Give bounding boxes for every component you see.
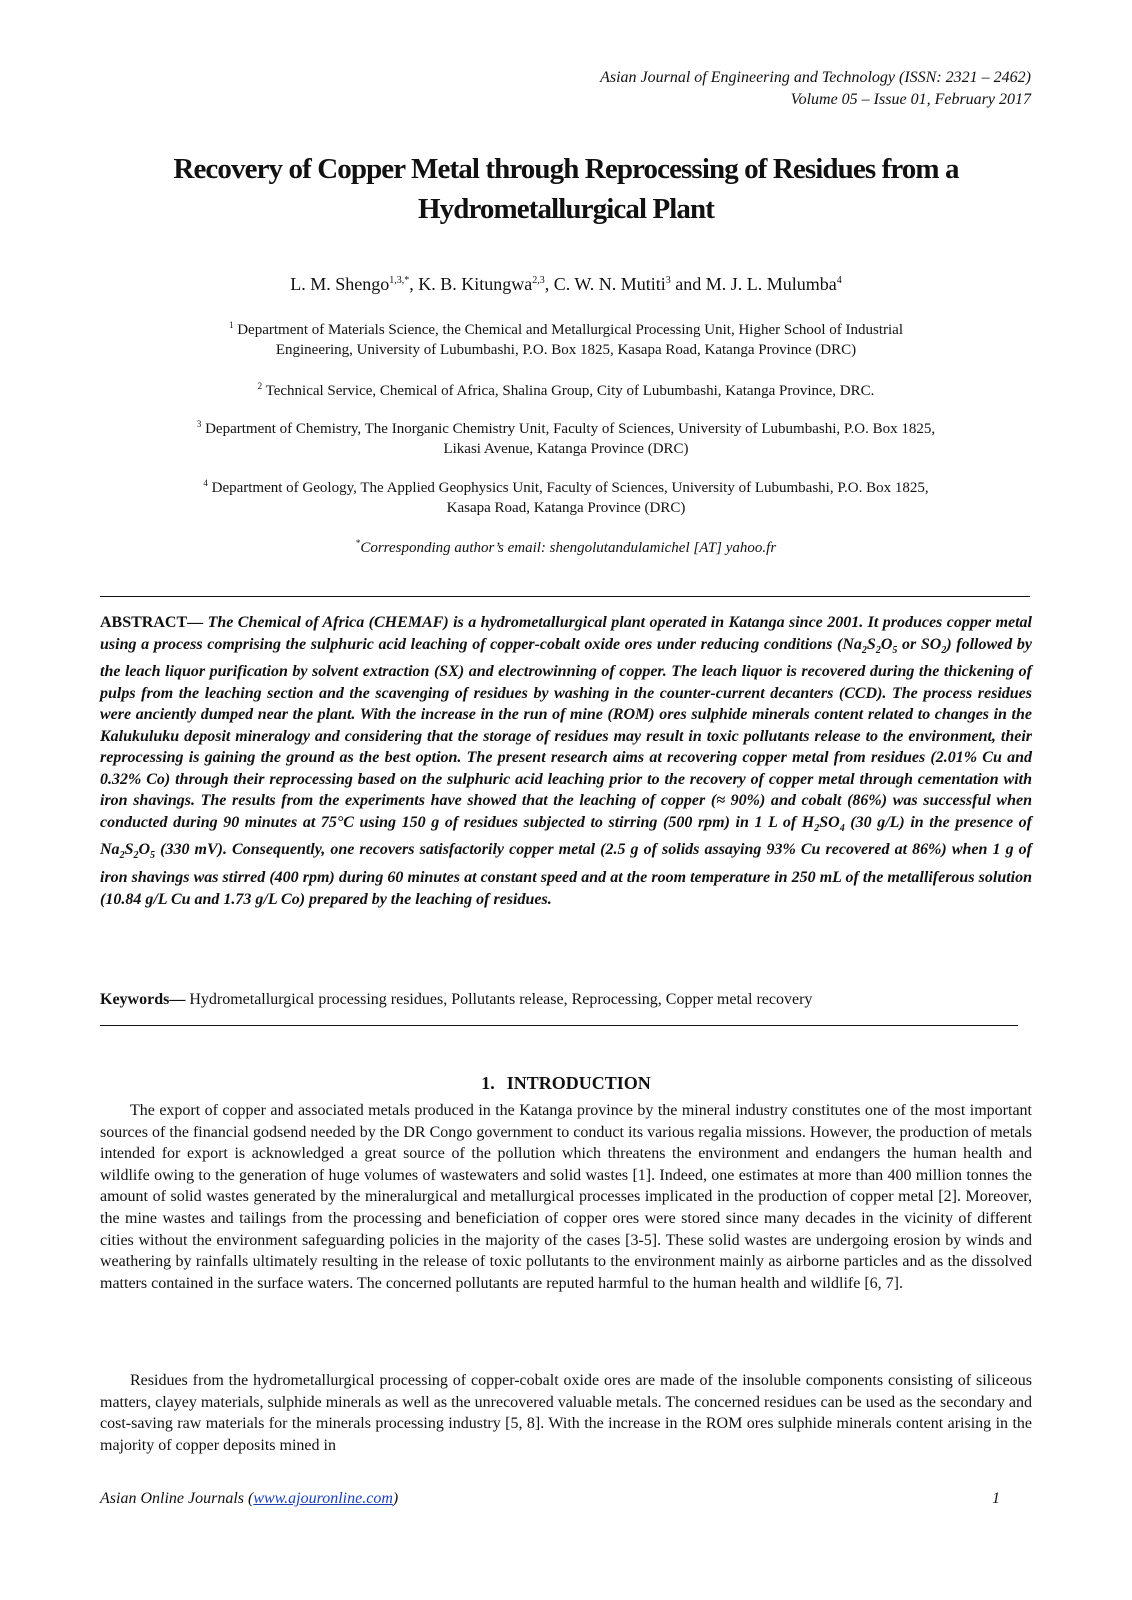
section-title: INTRODUCTION bbox=[506, 1073, 651, 1093]
journal-name: Asian Journal of Engineering and Technology (ISSN: 2321 – 2462) bbox=[600, 69, 1031, 86]
paper-title bbox=[100, 149, 1032, 229]
body-paragraph-2: Residues from the hydrometallurgical processing of copper-cobalt oxide ores are made of the insoluble components consisting of siliceous matters, clayey materials, sulphide minerals as well as the unrecovered valuable metals. The concerned residues can be used as the secondary and cost-saving raw materials for the minerals processing industry [5, 8]. With the increase in the ROM ores sulphide minerals content arising in the majority of copper deposits mined in bbox=[100, 1372, 1032, 1454]
corresponding-author: *Corresponding author’s email: shengolutandulamichel [AT] yahoo.fr bbox=[355, 538, 777, 556]
affiliation-3: $^3$ Department of Chemistry, The Inorganic Chemistry Unit, Faculty of Sciences, University of Lubumbashi, P.O. Box 1825, Likasi Avenue, Katanga Province (DRC) bbox=[196, 419, 936, 457]
affiliation-4: $^4$ Department of Geology, The Applied Geophysics Unit, Faculty of Sciences, University of Lubumbashi, P.O. Box 1825, Kasapa Road, Katanga Province (DRC) bbox=[203, 478, 929, 516]
section-heading bbox=[100, 1071, 1032, 1095]
affiliation-2: $^2$ Technical Service, Chemical of Africa, Shalina Group, City of Lubumbashi, Katanga Province, DRC. bbox=[257, 381, 875, 399]
author-name: C. W. N. Mutiti bbox=[553, 274, 666, 294]
author-name: L. M. Shengo bbox=[290, 274, 390, 294]
journal-header bbox=[600, 67, 1031, 111]
page-number: 1 bbox=[992, 1490, 1000, 1507]
author-affiliation-mark: 2,3 bbox=[532, 275, 545, 286]
section-number: 1. bbox=[481, 1073, 495, 1093]
abstract-label: ABSTRACT— bbox=[100, 614, 204, 631]
author-affiliation-mark: 1,3,* bbox=[389, 275, 410, 286]
abstract bbox=[100, 612, 1032, 910]
author-name: K. B. Kitungwa bbox=[418, 274, 533, 294]
journal-website-link[interactable]: www.ajouronline.com bbox=[253, 1490, 393, 1507]
journal-volume: Volume 05 – Issue 01, February 2017 bbox=[790, 91, 1031, 108]
author-name: M. J. L. Mulumba bbox=[705, 274, 837, 294]
divider-bottom bbox=[100, 1025, 1018, 1026]
paper-title-line-2: Hydrometallurgical Plant bbox=[417, 193, 715, 225]
keywords-label: Keywords— bbox=[100, 991, 186, 1008]
affiliation-1: $^1$ Department of Materials Science, the Chemical and Metallurgical Processing Unit, Higher School of Industrial Engineering, University of Lubumbashi, P.O. Box 1825, Kasapa Road, Katanga Province (DRC) bbox=[228, 320, 904, 358]
abstract-text: The Chemical of Africa (CHEMAF) is a hydrometallurgical plant operated in Katanga since 2001. It produces copper metal using a process comprising the sulphuric acid leaching of copper-cobalt oxide ores under reducing conditions ($Na_2S_2O_5$ or $SO_2$) followed by the leach liquor purification by solvent extraction (SX) and electrowinning of copper. The leach liquor is recovered during the thickening of pulps from the leaching section and the scavenging of residues by washing in the counter-current decanters (CCD). The process residues were anciently dumped near the plant. With the increase in the run of mine (ROM) ores sulphide minerals content related to changes in the Kalukuluku deposit mineralogy and considering that the storage of residues may result in toxic pollutants release to the environment, their reprocessing is gaining the ground as the best option. The present research aims at recovering copper metal from residues (2.01% Cu and 0.32% Co) through their reprocessing based on the sulphuric acid leaching prior to the recovery of copper metal through cementation with iron shavings. The results from the experiments have showed that the leaching of copper (≈ 90%) and cobalt (86%) was successful when conducted during 90 minutes at 75°C using 150 g of residues subjected to stirring (500 rpm) in 1 L of $H_2SO_4$ (30 g/L) in the presence of $Na_2S_2O_5$ (330 mV). Consequently, one recovers satisfactorily copper metal (2.5 g of solids assaying 93% Cu recovered at 86%) when 1 g of iron shavings was stirred (400 rpm) during 60 minutes at constant speed and at the room temperature in 250 mL of the metalliferous solution (10.84 g/L Cu and 1.73 g/L Co) prepared by the leaching of residues. bbox=[100, 614, 1033, 908]
author-list: L. M. Shengo$^{1,3,*}$, K. B. Kitungwa$^{2,3}$, C. W. N. Mutiti$^3$ and M. J. L. Mulumba$^4$ bbox=[290, 274, 842, 294]
author-affiliation-mark: 4 bbox=[836, 275, 842, 286]
page-footer: Asian Online Journals (www.ajouronline.com) 1 bbox=[100, 1488, 1000, 1510]
author-affiliation-mark: 3 bbox=[665, 275, 671, 286]
body-paragraph-1: The export of copper and associated metals produced in the Katanga province by the mineral industry constitutes one of the most important sources of the financial godsend needed by the DR Congo government to conduct its various regalia missions. However, the production of metals intended for export is acknowledged a great source of the pollution which threatens the environment and endangers the human health and wildlife owing to the generation of huge volumes of wastewaters and solid wastes [1]. Indeed, one estimates at more than 400 million tonnes the amount of solid wastes generated by the mineralurgical and metallurgical processes implicated in the production of copper metal [2]. Moreover, the mine wastes and tailings from the processing and beneficiation of copper ores were stored since many decades in the vicinity of different cities without the environment safeguarding policies in the majority of the cases [3-5]. These solid wastes are undergoing erosion by winds and weathering by rainfalls ultimately resulting in the release of toxic pollutants to the environment mainly as airborne particles and as the dissolved matters contained in the surface waters. The concerned pollutants are reputed harmful to the human health and wildlife [6, 7]. bbox=[100, 1102, 1032, 1292]
keywords-text: Hydrometallurgical processing residues, Pollutants release, Reprocessing, Copper metal recovery bbox=[185, 991, 813, 1008]
paper-title-line-1: Recovery of Copper Metal through Reprocessing of Residues from a bbox=[173, 153, 959, 185]
divider-top bbox=[100, 596, 1030, 597]
keywords bbox=[100, 989, 1032, 1010]
